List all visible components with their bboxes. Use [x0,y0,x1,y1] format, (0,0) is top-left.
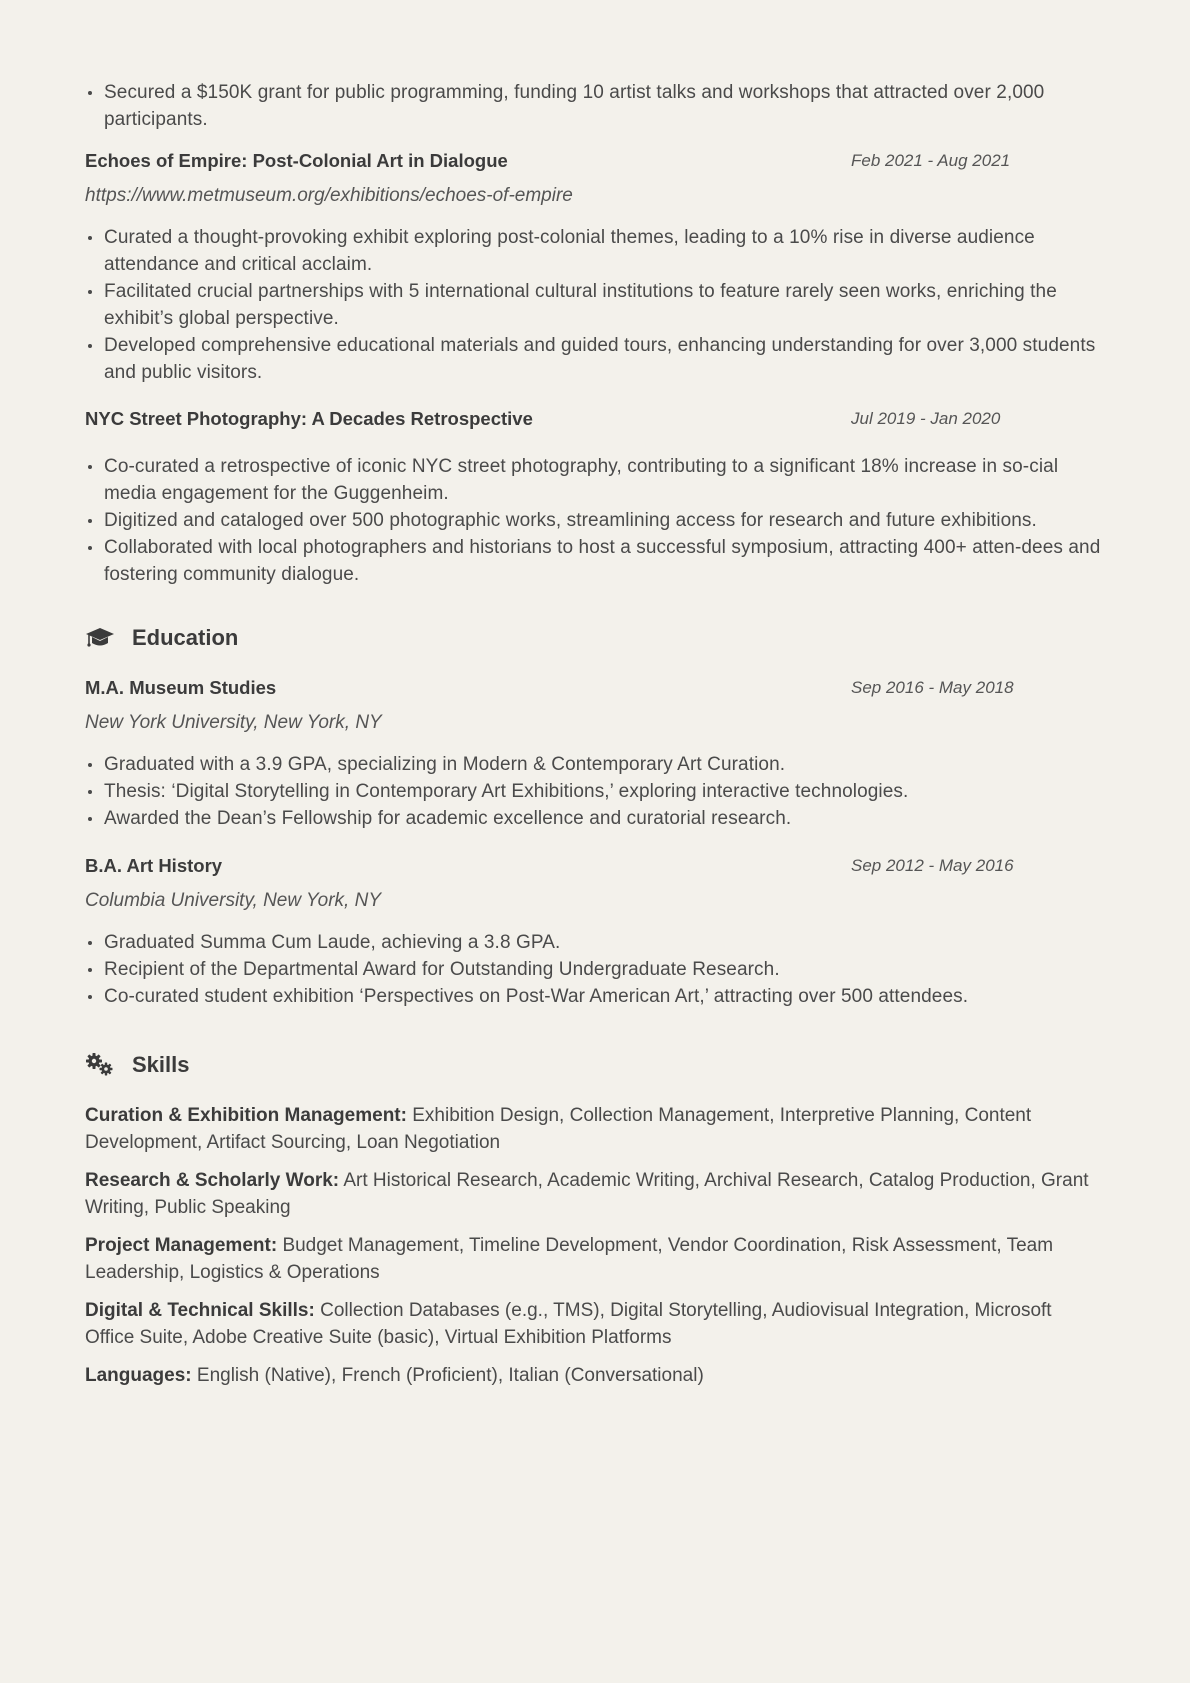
experience-entry [85,148,1105,386]
school-name: New York University, New York, NY [85,712,382,733]
section-title: Skills [132,1052,190,1077]
entry-bullet-list [85,929,1105,1010]
skill-row [85,1362,1105,1389]
entry-bullet-list [85,224,1105,386]
skill-row [85,1167,1105,1221]
list-item: Co-curated a retrospective of iconic NYC street photography, contributing to a significant 18% increase in so-cial media engagement for the Guggenheim. [85,453,1105,507]
section-title: Education [132,625,239,650]
skills-section-header [85,1050,189,1080]
entry-title: Echoes of Empire: Post-Colonial Art in Dialogue [85,150,508,171]
entry-date: Sep 2012 - May 2016 [851,856,1014,875]
list-item: Curated a thought-provoking exhibit exploring post-colonial themes, leading to a 10% rise in diverse audience attendance and critical acclaim. [85,224,1105,278]
skill-text: Budget Management, Timeline Development, Vendor Coordination, Risk Assessment, Team Leadership, Logistics & Operations [85,1235,1054,1283]
education-entry [85,675,1105,832]
list-item: Graduated with a 3.9 GPA, specializing in Modern & Contemporary Art Curation. [85,751,1105,778]
list-item: Graduated Summa Cum Laude, achieving a 3.8 GPA. [85,929,1105,956]
skill-label: Curation & Exhibition Management: [85,1105,407,1126]
intro-bullet-list [85,79,1105,133]
skill-label: Research & Scholarly Work: [85,1170,340,1191]
list-item: Thesis: ‘Digital Storytelling in Contemporary Art Exhibitions,’ exploring interactive technologies. [85,778,1105,805]
skill-text: Collection Databases (e.g., TMS), Digital Storytelling, Audiovisual Integration, Microsoft Office Suite, Adobe Creative Suite (basic), Virtual Exhibition Platforms [85,1300,1052,1348]
entry-bullet-list [85,453,1105,588]
education-entry [85,853,1105,1010]
entry-date: Jul 2019 - Jan 2020 [851,409,1001,428]
gears-icon [85,1052,115,1078]
skill-text: Art Historical Research, Academic Writing, Archival Research, Catalog Production, Grant Writing, Public Speaking [85,1170,1089,1218]
entry-date: Feb 2021 - Aug 2021 [851,151,1011,170]
skill-text: English (Native), French (Proficient), Italian (Conversational) [196,1365,704,1386]
skill-row [85,1232,1105,1286]
list-item: Co-curated student exhibition ‘Perspectives on Post-War American Art,’ attracting over 500 attendees. [85,983,1105,1010]
skills-list [85,1102,1105,1389]
skill-row [85,1297,1105,1351]
experience-entry [85,406,1105,588]
skill-text: Exhibition Design, Collection Management, Interpretive Planning, Content Development, Artifact Sourcing, Loan Negotiation [85,1105,1032,1153]
degree-title: B.A. Art History [85,855,223,876]
list-item: Developed comprehensive educational materials and guided tours, enhancing understanding for over 3,000 students and public visitors. [85,332,1105,386]
skill-label: Project Management: [85,1235,278,1256]
list-item: Secured a $150K grant for public programming, funding 10 artist talks and workshops that attracted over 2,000 participants. [85,79,1105,133]
degree-title: M.A. Museum Studies [85,677,277,698]
list-item: Facilitated crucial partnerships with 5 international cultural institutions to feature rarely seen works, enriching the exhibit’s global perspective. [85,278,1105,332]
entry-link[interactable]: https://www.metmuseum.org/exhibitions/echoes-of-empire [85,185,573,206]
school-name: Columbia University, New York, NY [85,890,382,911]
entry-date: Sep 2016 - May 2018 [851,678,1014,697]
skill-label: Digital & Technical Skills: [85,1300,315,1321]
list-item: Recipient of the Departmental Award for Outstanding Undergraduate Research. [85,956,1105,983]
list-item: Awarded the Dean’s Fellowship for academic excellence and curatorial research. [85,805,1105,832]
graduation-cap-icon [85,625,115,651]
skill-row [85,1102,1105,1156]
list-item: Collaborated with local photographers and historians to host a successful symposium, attracting 400+ atten-dees and fostering community dialogue. [85,534,1105,588]
list-item: Digitized and cataloged over 500 photographic works, streamlining access for research and future exhibitions. [85,507,1105,534]
entry-bullet-list [85,751,1105,832]
skill-label: Languages: [85,1365,192,1386]
entry-title: NYC Street Photography: A Decades Retrospective [85,408,533,429]
education-section-header [85,623,238,653]
